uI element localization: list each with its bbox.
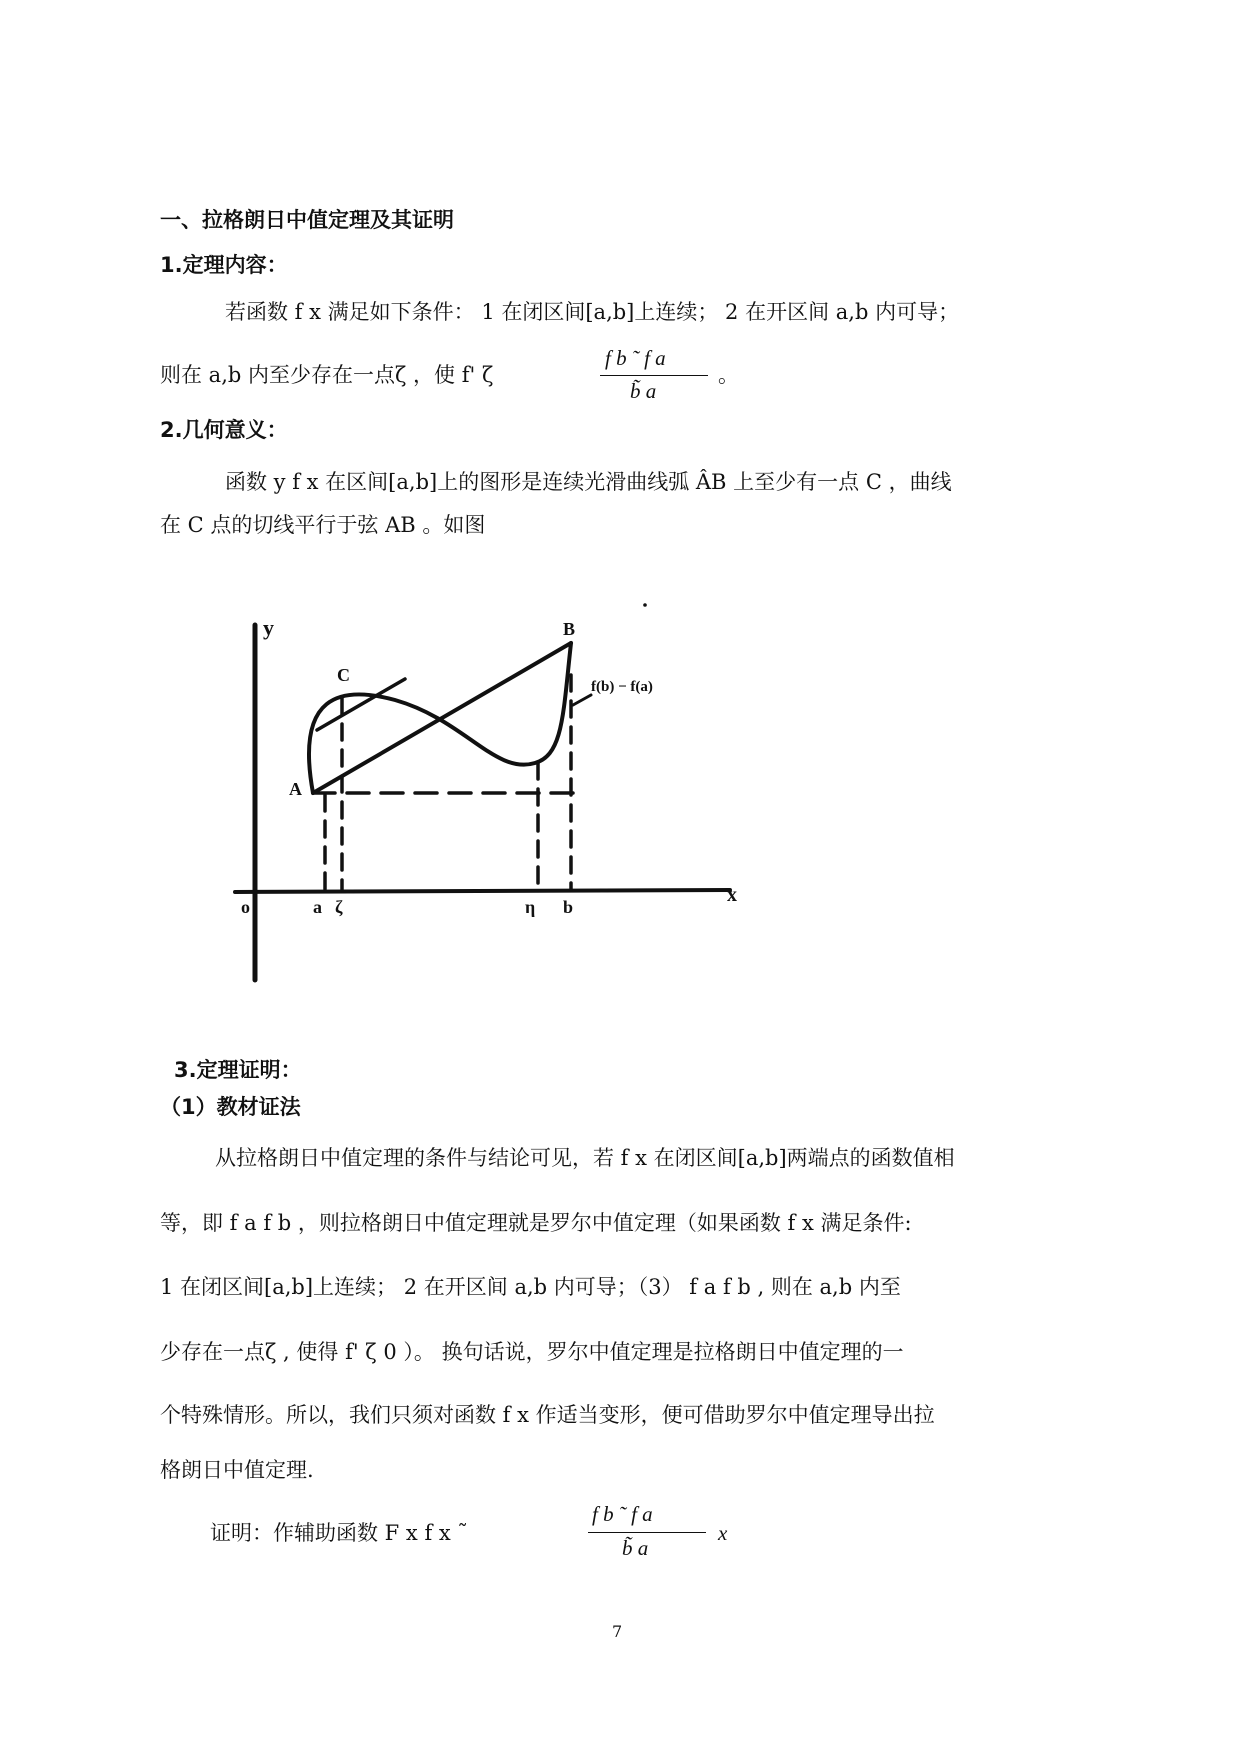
sub1-frac-bar <box>600 375 708 376</box>
label-zeta: ζ <box>335 897 343 917</box>
label-o: o <box>241 897 250 917</box>
label-eta: η <box>525 897 536 917</box>
sub2-heading: 2.几何意义： <box>160 418 288 442</box>
section-title: 一、拉格朗日中值定理及其证明 <box>160 208 454 232</box>
sub2-line2: 在 C 点的切线平行于弦 AB 。如图 <box>160 513 486 537</box>
proof-frac-denominator: b̃ a <box>622 1536 649 1560</box>
sub1-frac-numerator: f b ˜ f a <box>605 346 666 370</box>
sub3-p5: 个特殊情形。所以，我们只须对函数 f x 作适当变形，便可借助罗尔中值定理导出拉 <box>160 1403 935 1427</box>
proof-line: 证明：作辅助函数 F x f x ˜ <box>210 1521 468 1545</box>
label-diff: f(b) − f(a) <box>591 679 653 695</box>
sub3-p6: 格朗日中值定理. <box>160 1458 314 1482</box>
label-x: x <box>727 884 737 906</box>
chord-ab <box>313 643 571 793</box>
sub1-line2-end: 。 <box>718 363 739 387</box>
label-b-axis: b <box>563 897 574 917</box>
sub1-frac-denominator: b̃ a <box>630 379 657 403</box>
label-y: y <box>263 615 274 640</box>
proof-x: x <box>718 1521 728 1545</box>
sub3-sub-heading: （1）教材证法 <box>160 1095 301 1119</box>
sub3-heading: 3.定理证明： <box>174 1058 302 1082</box>
sub3-p3: 1 在闭区间[a,b]上连续； 2 在开区间 a,b 内可导；（3） f a f b , 则在 a,b 内至 <box>160 1275 901 1299</box>
sub1-heading: 1.定理内容： <box>160 253 288 277</box>
proof-frac-numerator: f b ˜ f a <box>592 1502 653 1526</box>
lagrange-figure <box>225 585 745 985</box>
sub1-line2: 则在 a,b 内至少存在一点ζ ，使 f' ζ <box>160 363 494 387</box>
sub3-p1: 从拉格朗日中值定理的条件与结论可见，若 f x 在闭区间[a,b]两端点的函数值相 <box>215 1146 955 1170</box>
page-number: 7 <box>612 1622 623 1641</box>
sub1-line1: 若函数 f x 满足如下条件： 1 在闭区间[a,b]上连续； 2 在开区间 a,b 内可导； <box>225 300 960 324</box>
sub3-p2: 等，即 f a f b ，则拉格朗日中值定理就是罗尔中值定理（如果函数 f x 满足条件: <box>160 1211 912 1235</box>
x-axis <box>235 890 730 892</box>
label-point-a: A <box>289 779 302 799</box>
label-point-b: B <box>563 619 576 639</box>
sub2-line1: 函数 y f x 在区间[a,b]上的图形是连续光滑曲线弧 ÂB 上至少有一点 C ，曲线 <box>225 470 952 494</box>
proof-frac-bar <box>588 1532 706 1533</box>
tangent-at-c <box>317 679 405 730</box>
label-a-axis: a <box>313 897 322 917</box>
label-point-c: C <box>337 665 350 685</box>
diff-pointer <box>573 695 591 705</box>
sub3-p4: 少存在一点ζ , 使得 f' ζ 0 ）。 换句话说，罗尔中值定理是拉格朗日中值定理的一 <box>160 1340 904 1364</box>
